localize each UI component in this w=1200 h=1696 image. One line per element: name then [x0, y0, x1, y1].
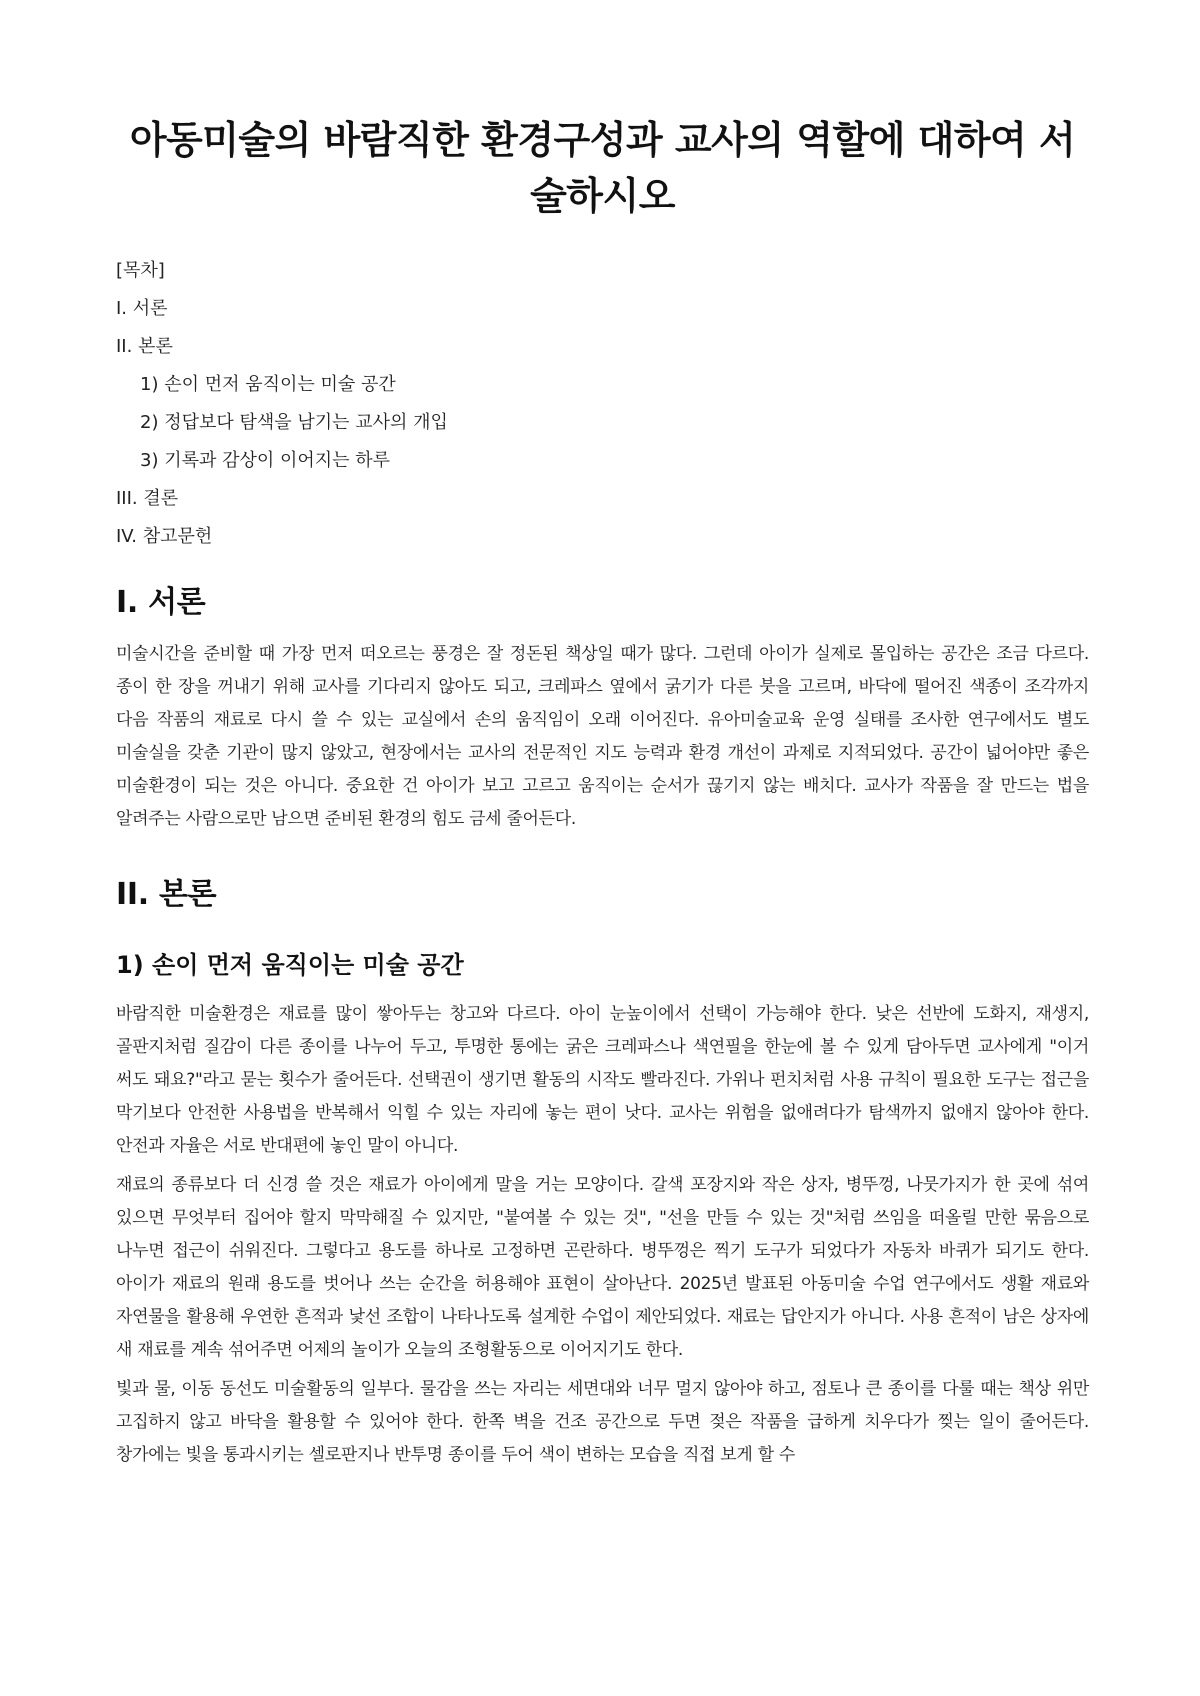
- toc-item-body-2: 2) 정답보다 탐색을 남기는 교사의 개입: [140, 412, 448, 433]
- body-paragraph-1: 바람직한 미술환경은 재료를 많이 쌓아두는 창고와 다르다. 아이 눈높이에서 선택이 가능해야 한다. 낮은 선반에 도화지, 재생지, 골판지처럼 질감이 다른 종이를 나누어 두고, 투명한 통에는 굵은 크레파스나 색연필을 한눈에 볼 수 있게 담아두면 교사에게 "이거 써도 돼요?"라고 묻는 횟수가 줄어든다. 선택권이 생기면 활동의 시작도 빨라진다. 가위나 펀치처럼 사용 규칙이 필요한 도구는 접근을 막기보다 안전한 사용법을 반복해서 익힐 수 있는 자리에 놓는 편이 낫다. 교사는 위험을 없애려다가 탐색까지 없애지 않아야 한다. 안전과 자율은 서로 반대편에 놓인 말이 아니다.: [116, 1004, 1089, 1156]
- toc-item-conclusion: III. 결론: [116, 488, 179, 509]
- body-paragraph-2: 재료의 종류보다 더 신경 쓸 것은 재료가 아이에게 말을 거는 모양이다. 갈색 포장지와 작은 상자, 병뚜껑, 나뭇가지가 한 곳에 섞여 있으면 무엇부터 집어야 할지 막막해질 수 있지만, "붙여볼 수 있는 것", "선을 만들 수 있는 것"처럼 쓰임을 떠올릴 만한 묶음으로 나누면 접근이 쉬워진다. 그렇다고 용도를 하나로 고정하면 곤란하다. 병뚜껑은 찍기 도구가 되었다가 자동차 바퀴가 되기도 한다. 아이가 재료의 원래 용도를 벗어나 쓰는 순간을 허용해야 표현이 살아난다. 2025년 발표된 아동미술 수업 연구에서도 생활 재료와 자연물을 활용해 우연한 흔적과 낯선 조합이 나타나도록 설계한 수업이 제안되었다. 재료는 답안지가 아니다. 사용 흔적이 남은 상자에 새 재료를 계속 섞어주면 어제의 놀이가 오늘의 조형활동으로 이어지기도 한다.: [116, 1175, 1089, 1360]
- toc-item-body-1: 1) 손이 먼저 움직이는 미술 공간: [140, 374, 396, 395]
- document-title: 아동미술의 바람직한 환경구성과 교사의 역할에 대하여 서술하시오: [129, 118, 1076, 218]
- table-of-contents: [116, 252, 1089, 556]
- toc-item-body: II. 본론: [116, 336, 173, 357]
- section-heading-body: II. 본론: [116, 877, 217, 912]
- toc-item-introduction: I. 서론: [116, 298, 168, 319]
- toc-label: [목차]: [116, 260, 165, 281]
- subsection-heading-art-space: 1) 손이 먼저 움직이는 미술 공간: [116, 951, 464, 979]
- body-paragraph-3: 빛과 물, 이동 동선도 미술활동의 일부다. 물감을 쓰는 자리는 세면대와 너무 멀지 않아야 하고, 점토나 큰 종이를 다룰 때는 책상 위만 고집하지 않고 바닥을 활용할 수 있어야 한다. 한쪽 벽을 건조 공간으로 두면 젖은 작품을 급하게 치우다가 찢는 일이 줄어든다. 창가에는 빛을 통과시키는 셀로판지나 반투명 종이를 두어 색이 변하는 모습을 직접 보게 할 수: [116, 1379, 1089, 1465]
- introduction-paragraph: 미술시간을 준비할 때 가장 먼저 떠오르는 풍경은 잘 정돈된 책상일 때가 많다. 그런데 아이가 실제로 몰입하는 공간은 조금 다르다. 종이 한 장을 꺼내기 위해 교사를 기다리지 않아도 되고, 크레파스 옆에서 굵기가 다른 붓을 고르며, 바닥에 떨어진 색종이 조각까지 다음 작품의 재료로 다시 쓸 수 있는 교실에서 손의 움직임이 오래 이어진다. 유아미술교육 운영 실태를 조사한 연구에서도 별도 미술실을 갖춘 기관이 많지 않았고, 현장에서는 교사의 전문적인 지도 능력과 환경 개선이 과제로 지적되었다. 공간이 넓어야만 좋은 미술환경이 되는 것은 아니다. 중요한 건 아이가 보고 고르고 움직이는 순서가 끊기지 않는 배치다. 교사가 작품을 잘 만드는 법을 알려주는 사람으로만 남으면 준비된 환경의 힘도 금세 줄어든다.: [116, 644, 1089, 829]
- toc-item-body-3: 3) 기록과 감상이 이어지는 하루: [140, 450, 391, 471]
- section-heading-introduction: I. 서론: [116, 585, 206, 620]
- toc-item-references: IV. 참고문헌: [116, 526, 213, 547]
